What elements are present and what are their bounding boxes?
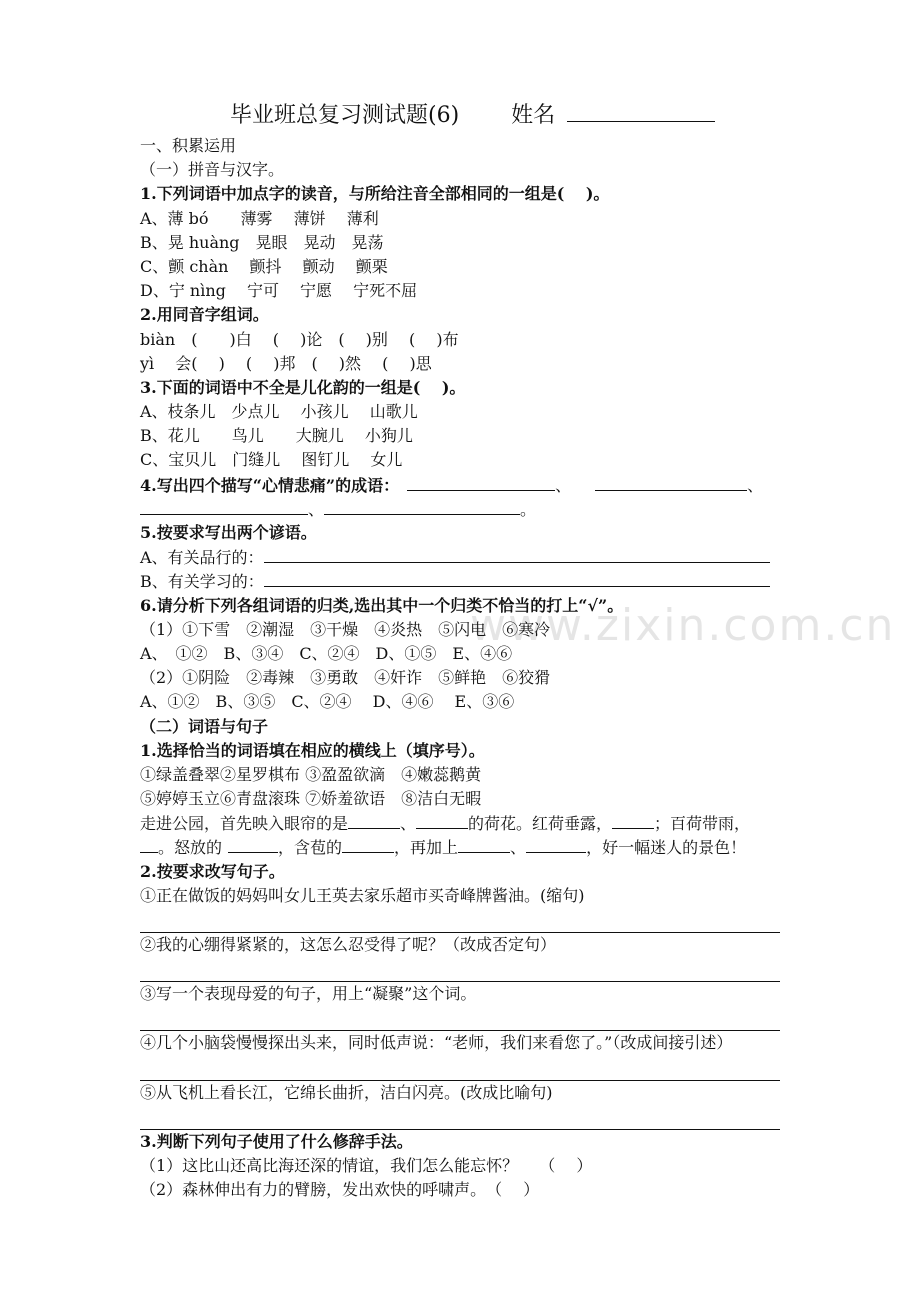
fill-blank-7[interactable] — [458, 835, 510, 853]
q4-blank-1[interactable] — [407, 473, 555, 491]
q4-sep-2: 、 — [747, 475, 764, 495]
q2-stem: 2.用同音字组词。 — [140, 305, 269, 325]
s2-q1-paragraph-2 — [140, 835, 840, 859]
section2-heading: （二）词语与句子 — [140, 716, 269, 736]
s2-q1-words-2: ⑤婷婷玉立⑥青盘滚珠 ⑦娇羞欲语 ⑧洁白无暇 — [140, 789, 482, 809]
section1-heading: 一、积累运用 — [140, 136, 237, 155]
q5-blank-b[interactable] — [264, 569, 770, 587]
q4-line2 — [140, 497, 840, 521]
s2-q1-text-7: ，再加上 — [394, 838, 459, 858]
q3-option-b: B、花儿 鸟儿 大腕儿 小狗儿 — [140, 426, 413, 446]
name-input-line[interactable] — [567, 101, 715, 122]
s2-q1-text-9: ，好一幅迷人的景色！ — [586, 838, 747, 858]
q5-blank-a[interactable] — [264, 545, 770, 563]
answer-line-2[interactable] — [140, 957, 780, 982]
s2-q1-text-5: 。怒放的 — [158, 838, 223, 858]
worksheet-content — [140, 134, 840, 1202]
title-text: 毕业班总复习测试题(6) — [230, 103, 460, 128]
q4-stem: 4.写出四个描写“心情悲痛”的成语： — [140, 475, 400, 495]
s2-q1-text-8: 、 — [510, 838, 527, 858]
q4-end: 。 — [520, 499, 537, 519]
s2-q1-text-3: 的荷花。红荷垂露， — [468, 814, 613, 834]
rhetoric-item-1: （1）这比山还高比海还深的情谊，我们怎么能忘怀？ （ ） — [140, 1155, 593, 1175]
answer-line-1[interactable] — [140, 908, 780, 933]
q4-blank-3[interactable] — [140, 497, 308, 515]
q4-blank-2[interactable] — [595, 473, 747, 491]
name-label: 姓名 — [511, 103, 556, 128]
q6-stem: 6.请分析下列各组词语的归类,选出其中一个归类不恰当的打上“√”。 — [140, 595, 624, 615]
rewrite-item-1: ①正在做饭的妈妈叫女儿王英去家乐超市买奇峰牌酱油。(缩句) — [140, 885, 585, 905]
s2-q1-words-1: ①绿盖叠翠②星罗棋布 ③盈盈欲滴 ④嫩蕊鹅黄 — [140, 764, 482, 784]
q3-stem: 3.下面的词语中不全是儿化韵的一组是( )。 — [140, 377, 466, 397]
q1-option-a: A、薄 bó 薄雾 薄饼 薄利 — [140, 208, 379, 228]
q6-group1-words: （1）①下雪 ②潮湿 ③干燥 ④炎热 ⑤闪电 ⑥寒冷 — [140, 619, 551, 639]
s2-q2-stem: 2.按要求改写句子。 — [140, 861, 285, 881]
s2-q1-paragraph-1 — [140, 811, 840, 835]
q5-row-a — [140, 545, 840, 569]
answer-line-3[interactable] — [140, 1006, 780, 1031]
fill-blank-6[interactable] — [342, 835, 394, 853]
fill-blank-8[interactable] — [526, 835, 586, 853]
q1-option-b: B、晃 huàng 晃眼 晃动 晃荡 — [140, 232, 384, 252]
fill-blank-1[interactable] — [348, 811, 400, 829]
s2-q1-text-2: 、 — [400, 814, 417, 834]
q6-group2-options: A、①② B、③⑤ C、②④ D、④⑥ E、③⑥ — [140, 692, 515, 712]
q2-row-yi: yì 会( ) ( )邦 ( )然 ( )思 — [140, 353, 432, 373]
fill-blank-4[interactable] — [140, 835, 158, 853]
q5-stem: 5.按要求写出两个谚语。 — [140, 523, 317, 542]
q3-option-a: A、枝条儿 少点儿 小孩儿 山歌儿 — [140, 402, 418, 422]
q5-label-a: A、有关品行的： — [140, 548, 264, 568]
rhetoric-item-2: （2）森林伸出有力的臂膀，发出欢快的呼啸声。 （ ） — [140, 1180, 540, 1200]
q4-blank-4[interactable] — [324, 497, 520, 515]
rewrite-item-4: ④几个小脑袋慢慢探出头来，同时低声说：“老师，我们来看您了。”（改成间接引述） — [140, 1033, 733, 1053]
rewrite-item-2: ②我的心绷得紧紧的，这怎么忍受得了呢？（改成否定句） — [140, 935, 557, 954]
s2-q1-text-6: ，含苞的 — [278, 838, 343, 858]
q4-line1 — [140, 473, 840, 497]
q1-option-c: C、颤 chàn 颤抖 颤动 颤栗 — [140, 256, 388, 276]
q4-sep-3: 、 — [308, 499, 325, 519]
q2-row-bian: biàn ( )白 ( )论 ( )别 ( )布 — [140, 329, 459, 349]
answer-line-5[interactable] — [140, 1105, 780, 1130]
fill-blank-5[interactable] — [228, 835, 278, 853]
q6-group2-words: （2）①阴险 ②毒辣 ③勇敢 ④奸诈 ⑤鲜艳 ⑥狡猾 — [140, 668, 551, 688]
s2-q1-text-1: 走进公园，首先映入眼帘的是 — [140, 814, 349, 834]
q1-option-d: D、宁 nìng 宁可 宁愿 宁死不屈 — [140, 281, 418, 301]
answer-line-4[interactable] — [140, 1056, 780, 1081]
fill-blank-3[interactable] — [612, 811, 654, 829]
fill-blank-2[interactable] — [416, 811, 468, 829]
q1-stem: 1.下列词语中加点字的读音，与所给注音全部相同的一组是( )。 — [140, 184, 610, 204]
page-title — [230, 98, 715, 129]
rewrite-item-5: ⑤从飞机上看长江，它绵长曲折，洁白闪亮。(改成比喻句) — [140, 1082, 553, 1102]
q6-group1-options: A、 ①② B、③④ C、②④ D、①⑤ E、④⑥ — [140, 643, 513, 663]
q5-label-b: B、有关学习的： — [140, 572, 264, 592]
s2-q1-stem: 1.选择恰当的词语填在相应的横线上（填序号）。 — [140, 740, 485, 760]
q5-row-b — [140, 569, 840, 593]
s2-q1-text-4: ；百荷带雨， — [654, 814, 751, 834]
s2-q3-stem: 3.判断下列句子使用了什么修辞手法。 — [140, 1131, 413, 1151]
watermark: www.zixin.com.cn — [470, 600, 896, 651]
sub-heading-pinyin: （一）拼音与汉字。 — [140, 160, 285, 180]
rewrite-item-3: ③写一个表现母爱的句子，用上“凝聚”这个词。 — [140, 984, 477, 1004]
q4-sep-1: 、 — [555, 475, 572, 495]
q3-option-c: C、宝贝儿 门缝儿 图钉儿 女儿 — [140, 450, 403, 470]
